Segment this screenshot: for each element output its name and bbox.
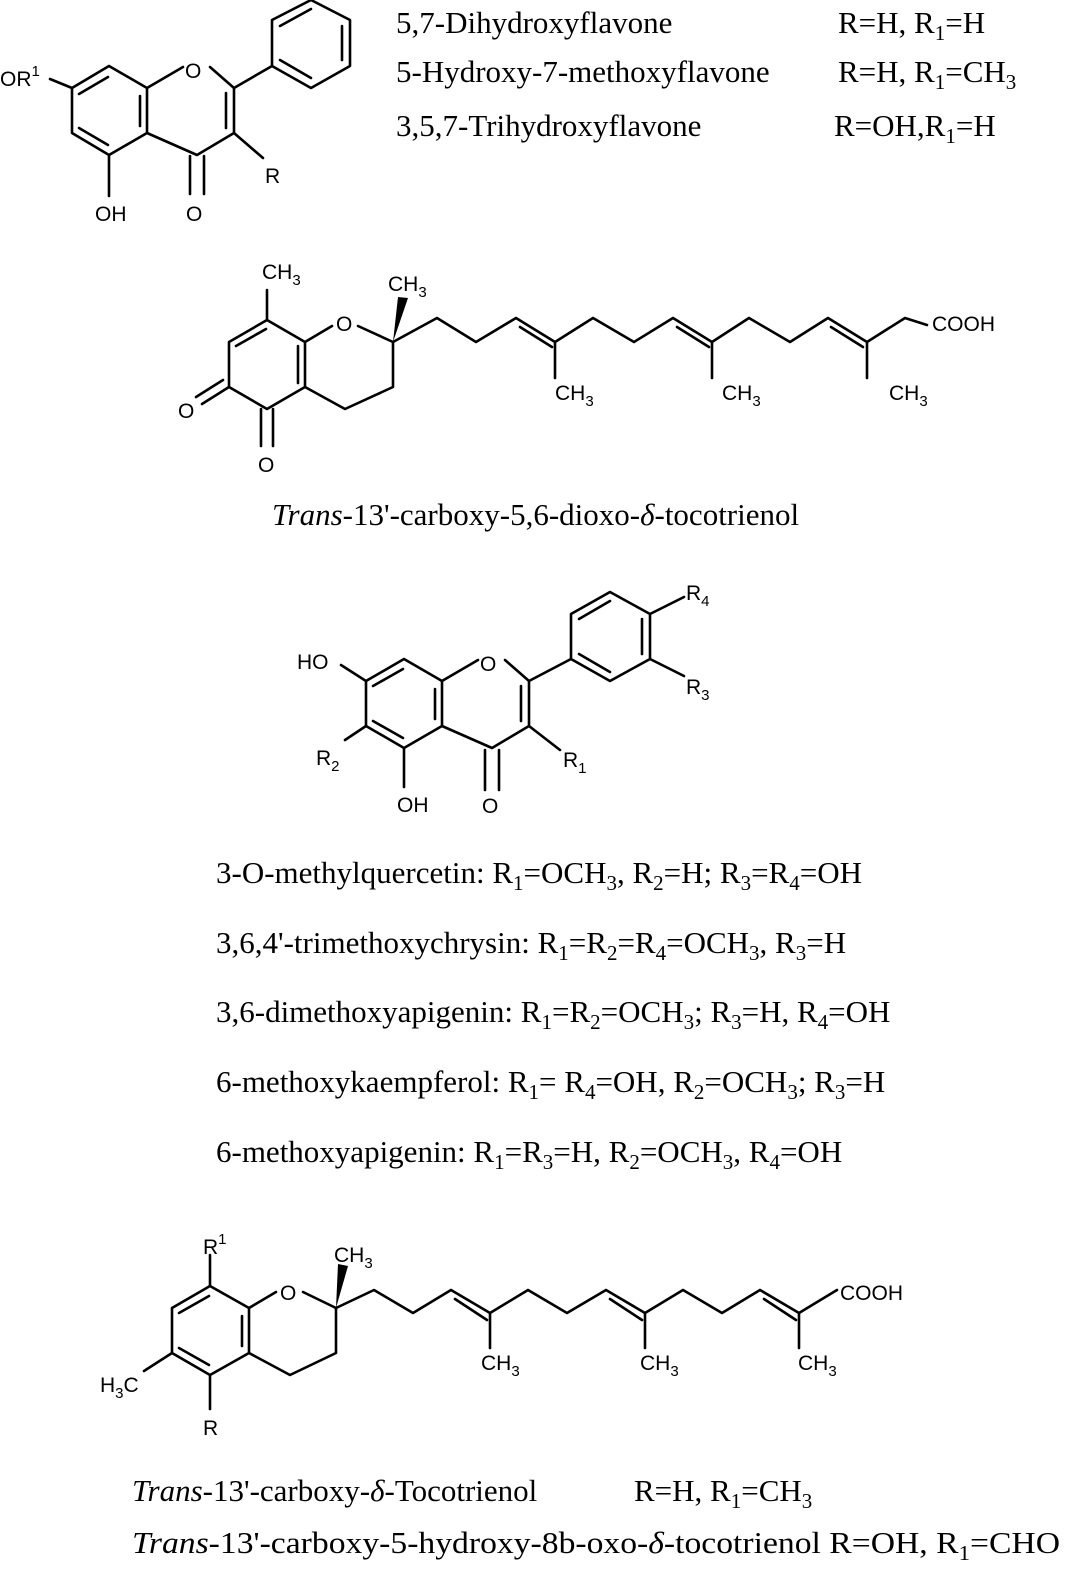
oh-label: OH	[397, 794, 429, 817]
ring-oxygen-label: O	[336, 313, 353, 336]
structure-2-dioxo-tocotrienol	[178, 261, 995, 532]
compound-line: 6-methoxykaempferol: $R_1= R_4=OH$, $R_2=OCH_3$; $R_3=H$	[216, 1064, 886, 1104]
oh-label: OH	[95, 203, 127, 226]
ch3-label: $CH_3$	[388, 273, 427, 301]
r-label: R	[203, 1417, 219, 1440]
ho-label: HO	[297, 651, 329, 674]
carbonyl-oxygen-label: O	[482, 795, 499, 818]
compound-name: 3,5,7-Trihydroxyflavone	[396, 108, 702, 143]
ch3-label: $CH_3$	[481, 1352, 520, 1380]
ch3-label: $CH_3$	[889, 382, 928, 410]
structure-2-bonds	[196, 290, 927, 446]
ch3-label: $CH_3$	[722, 382, 761, 410]
structure-3-bonds	[341, 592, 684, 790]
compound-name: 5,7-Dihydroxyflavone	[396, 5, 673, 40]
ch3-label: $CH_3$	[334, 1244, 373, 1272]
ring-oxygen-label: O	[280, 1282, 297, 1305]
r2-label: $R_2$	[316, 747, 340, 775]
oxo-oxygen-label: O	[258, 454, 275, 477]
ring-oxygen-label: O	[480, 653, 497, 676]
compound-substituents: R=H, $R_1=CH_3$	[838, 54, 1017, 94]
r1-label: $R_1$	[563, 749, 587, 777]
r-label: R	[265, 165, 281, 188]
structure-4-bonds	[144, 1255, 837, 1409]
compound-line: 3,6-dimethoxyapigenin: $R_1=R_2=OCH_3$; $R_3=H$, $R_4=OH$	[216, 994, 891, 1034]
compound-name: 5-Hydroxy-7-methoxyflavone	[396, 54, 770, 89]
r3-label: $R_3$	[686, 676, 710, 704]
oxo-oxygen-label: O	[178, 400, 195, 423]
structure-3-flavone	[216, 582, 890, 1174]
ch3-label: $CH_3$	[555, 382, 594, 410]
compound-name: Trans-13'-carboxy-δ-Tocotrienol	[132, 1473, 538, 1508]
r4-label: $R_4$	[686, 582, 710, 610]
compound-name: Trans -13'-carboxy-5-hydroxy-8b-oxo- δ-tocotrienol R=OH, R $_1$=CHO	[132, 1525, 1053, 1565]
structure-1-compound-list	[396, 5, 1016, 148]
cooh-label: COOH	[932, 313, 995, 336]
carbonyl-oxygen-label: O	[186, 203, 203, 226]
compound-substituents: R=H, $R_1=CH_3$	[634, 1473, 813, 1513]
ch3-label: $CH_3$	[798, 1352, 837, 1380]
h3c-label: $H_3C$	[100, 1374, 139, 1402]
ch3-label: $CH_3$	[640, 1352, 679, 1380]
structure-1-flavone	[0, 0, 1016, 226]
ring-oxygen-label: O	[185, 60, 202, 83]
compound-line: 3,6,4'-trimethoxychrysin: $R_1=R_2=R_4=OCH_3$, $R_3=H$	[216, 925, 847, 965]
compound-line: 6-methoxyapigenin: $R_1=R_3=H$, $R_2=OCH_3$, $R_4=OH$	[216, 1134, 843, 1174]
compound-line: 3-O-methylquercetin: $R_1=OCH_3$, $R_2=H$; $R_3=R_4=OH$	[216, 855, 862, 895]
structure-2-caption: Trans-13'-carboxy-5,6-dioxo-δ-tocotrienol	[272, 497, 800, 532]
structure-3-compound-list	[216, 855, 890, 1174]
or1-label: $OR^1$	[0, 63, 40, 91]
ch3-label: $CH_3$	[262, 261, 301, 289]
compound-substituents: R=H, $R_1=H$	[838, 5, 986, 45]
compound-substituents: $R=OH,R_1=H$	[834, 108, 996, 148]
structure-4-compound-list	[132, 1473, 1060, 1565]
structure-1-bonds	[50, 0, 350, 196]
r1-label: $R^1$	[203, 1231, 227, 1259]
cooh-label: COOH	[840, 1282, 903, 1305]
structure-4-tocotrienol	[100, 1231, 1060, 1565]
